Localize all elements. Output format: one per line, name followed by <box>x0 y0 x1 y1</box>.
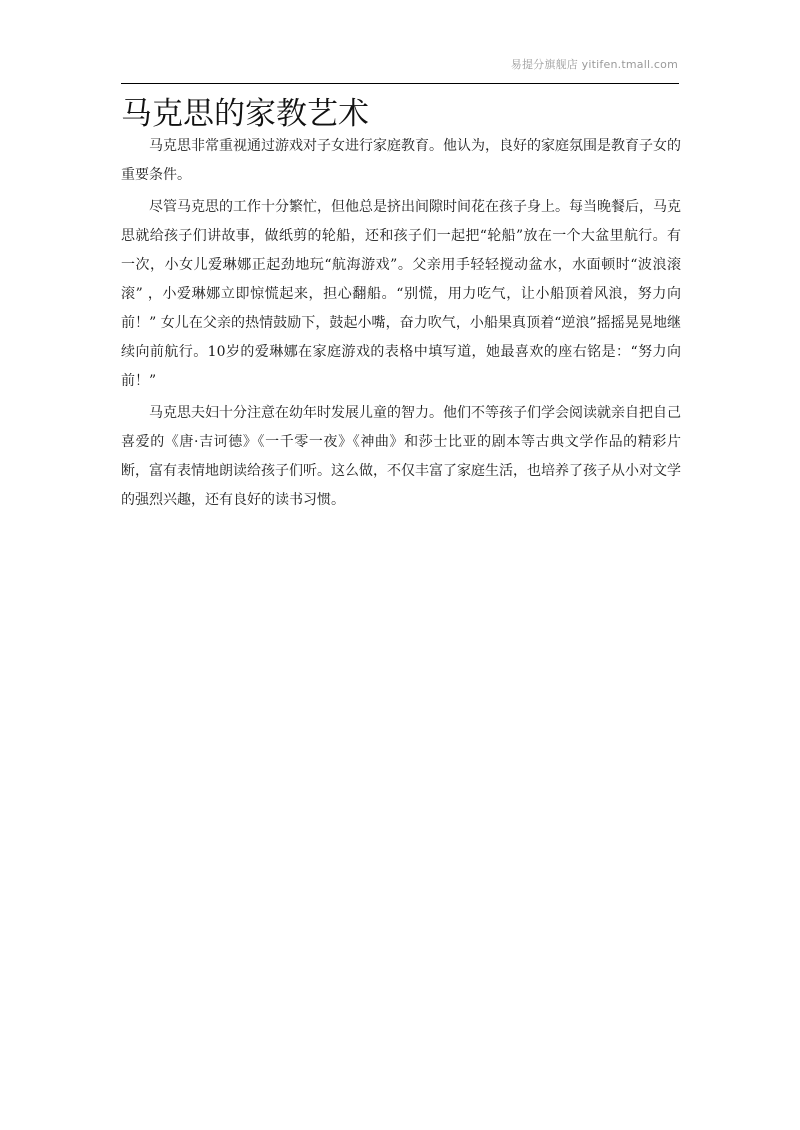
document-body <box>121 132 681 518</box>
header-divider <box>121 83 679 84</box>
paragraph-3: 马克思夫妇十分注意在幼年时发展儿童的智力。他们不等孩子们学会阅读就亲自把自己喜爱的《唐·吉诃德》《一千零一夜》《神曲》和莎士比亚的剧本等古典文学作品的精彩片断，富有表情地朗读给孩子们听。这么做，不仅丰富了家庭生活，也培养了孩子从小对文学的强烈兴趣，还有良好的读书习惯。 <box>121 405 681 508</box>
paragraph-1: 马克思非常重视通过游戏对子女进行家庭教育。他认为，良好的家庭氛围是教育子女的重要条件。 <box>121 138 681 183</box>
header-watermark: 易提分旗舰店 yitifen.tmall.com <box>510 58 678 71</box>
paragraph-2: 尽管马克思的工作十分繁忙，但他总是挤出间隙时间花在孩子身上。每当晚餐后，马克思就给孩子们讲故事，做纸剪的轮船，还和孩子们一起把“轮船”放在一个大盆里航行。有一次，小女儿爱琳娜正起劲地玩“航海游戏”。父亲用手轻轻搅动盆水，水面顿时“波浪滚滚” ，小爱琳娜立即惊慌起来，担心翻船。“别慌，用力吃气，让小船顶着风浪，努力向前！” 女儿在父亲的热情鼓励下，鼓起小嘴，奋力吹气，小船果真顶着“逆浪”摇摇晃晃地继续向前航行。10岁的爱琳娜在家庭游戏的表格中填写道，她最喜欢的座右铭是：“努力向前！” <box>121 199 681 389</box>
document-title: 马克思的家教艺术 <box>121 96 369 132</box>
